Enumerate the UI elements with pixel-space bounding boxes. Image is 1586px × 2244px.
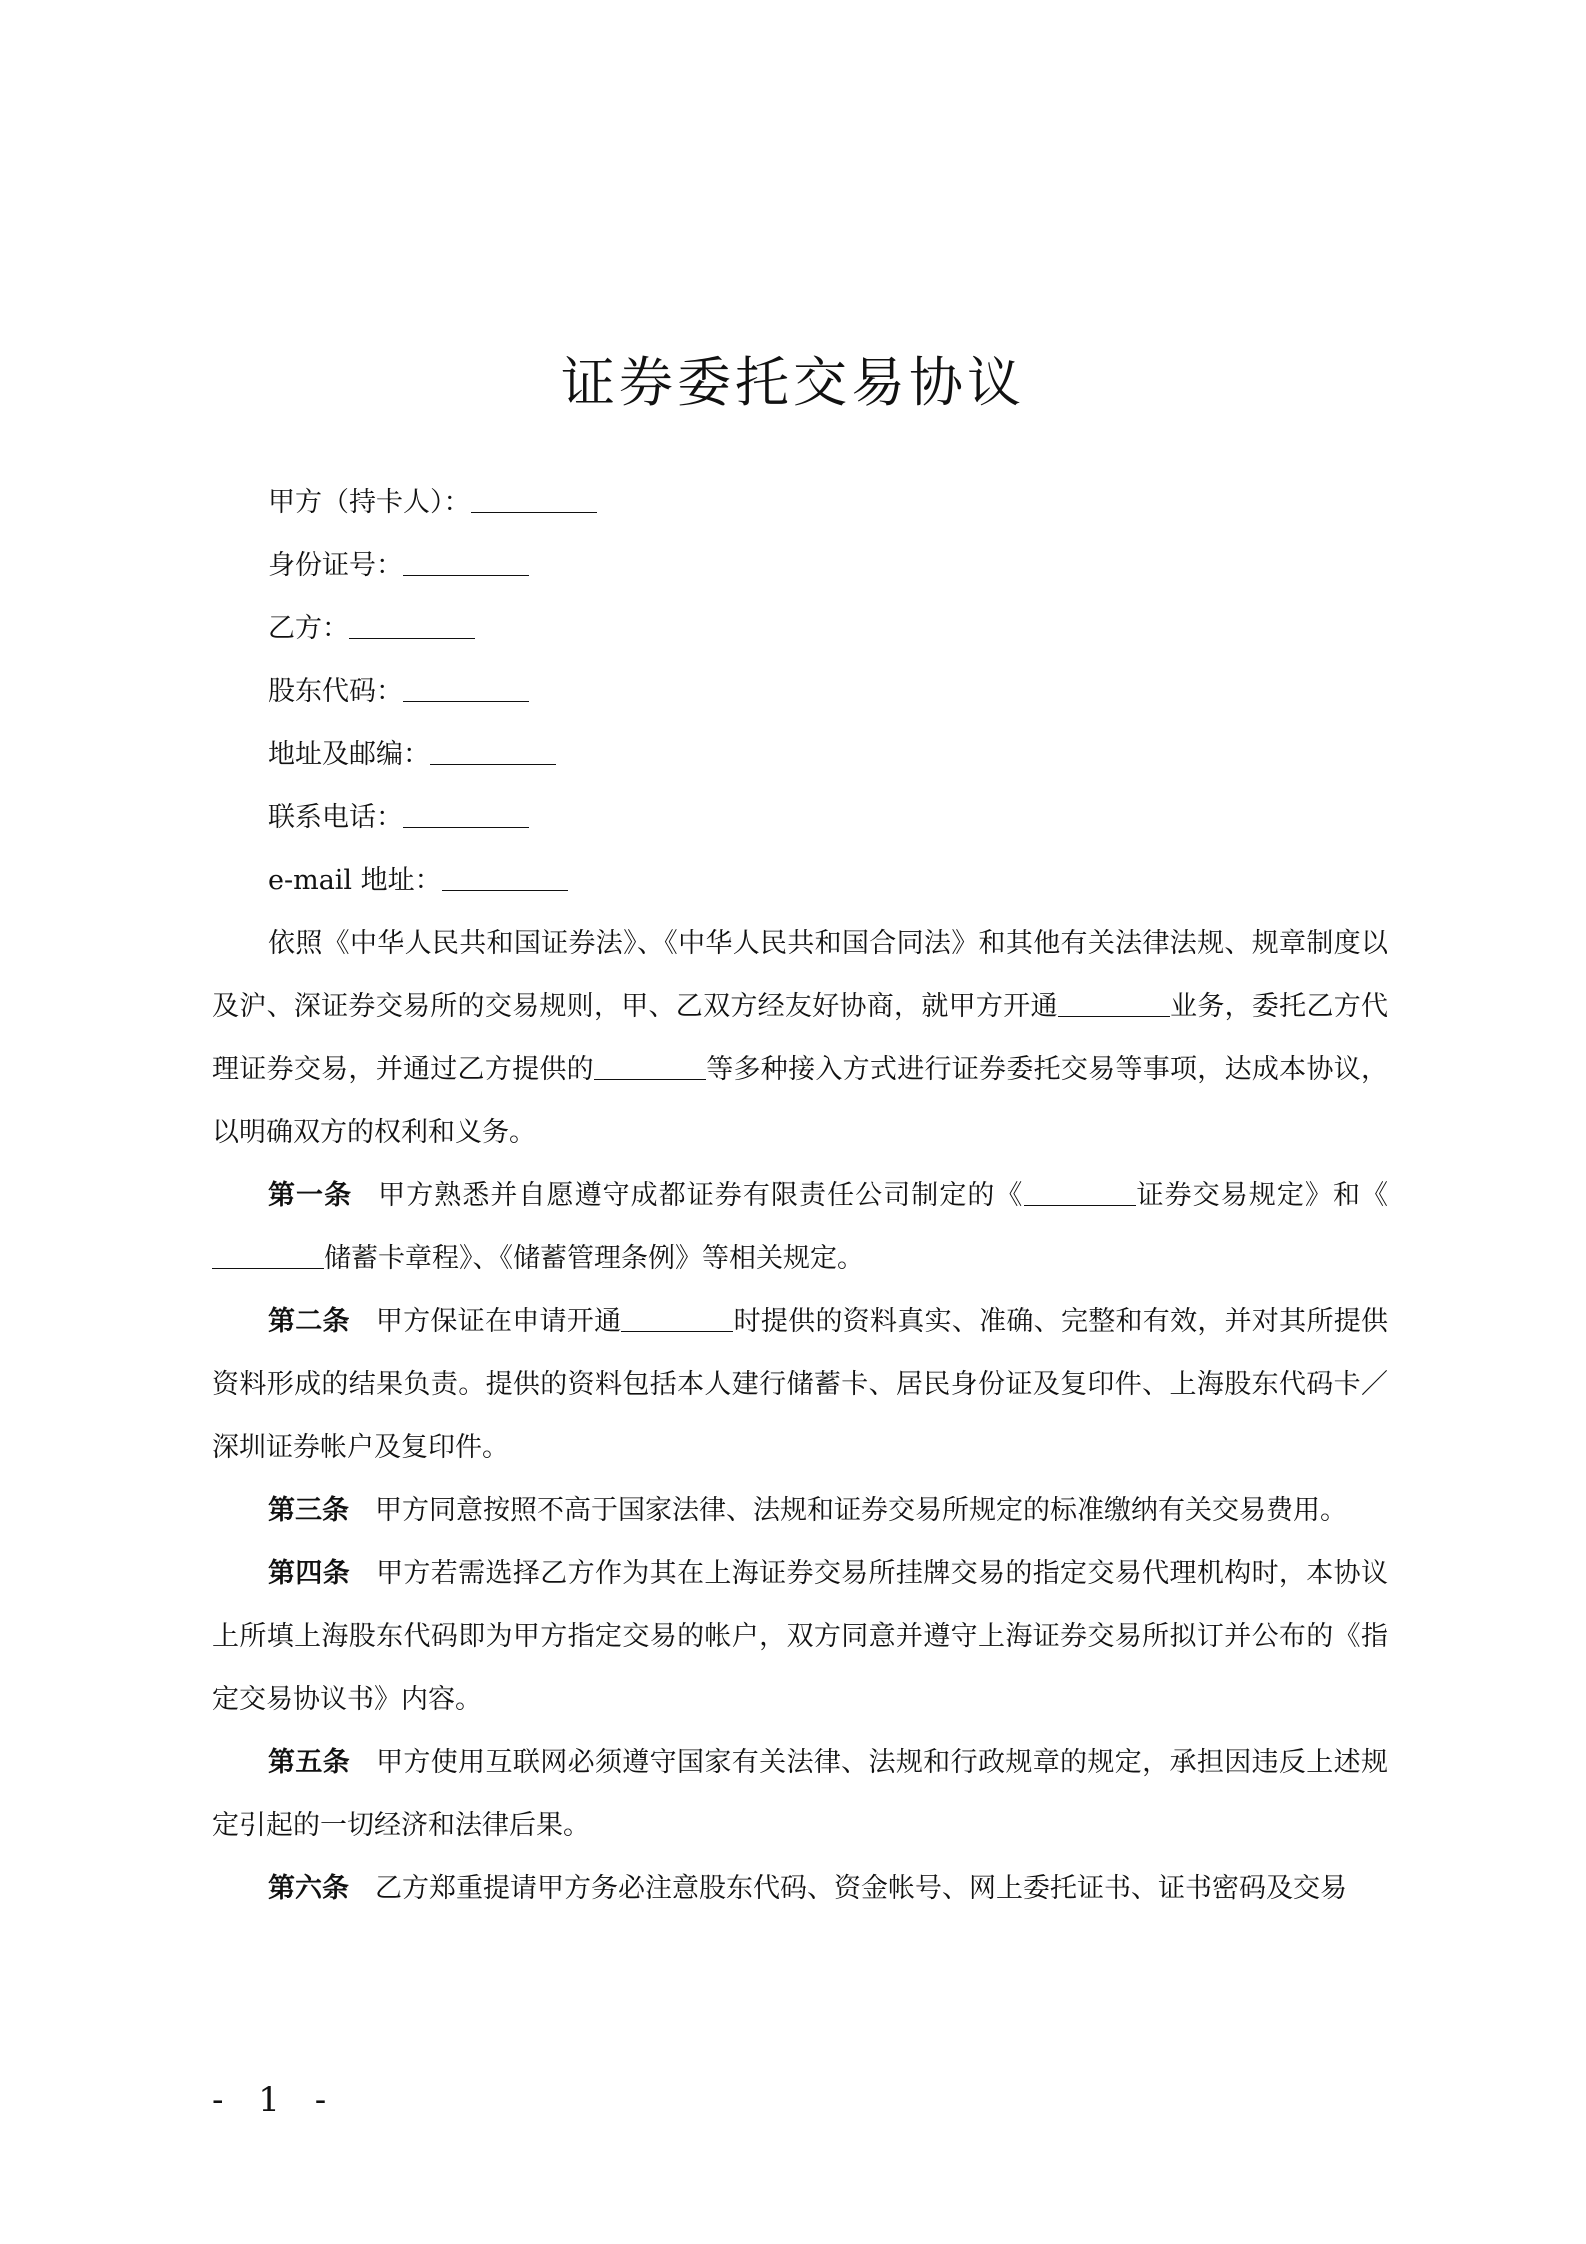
shareholder-code-label: 股东代码： [268,676,403,707]
shareholder-code-field [268,671,529,711]
id-number-blank [403,545,529,576]
intro-paragraph [212,912,1388,1164]
article-5 [212,1731,1388,1857]
intro-blank-1 [1058,988,1170,1017]
article-3 [212,1479,1388,1542]
article-6 [212,1857,1388,1920]
article-1-blank-2 [212,1240,324,1269]
article-1-text-1: 甲方熟悉并自愿遵守成都证券有限责任公司制定的《 [378,1180,1024,1211]
article-2-text-1: 甲方保证在申请开通 [375,1306,622,1337]
article-1 [212,1164,1388,1290]
article-4-text: 甲方若需选择乙方作为其在上海证券交易所挂牌交易的指定交易代理机构时，本协议上所填上海股东代码即为甲方指定交易的帐户，双方同意并遵守上海证券交易所拟订并公布的《指定交易协议书》内容。 [212,1558,1388,1715]
phone-blank [403,797,529,828]
intro-text-2: 业务，委托乙方代理证券交易，并通过乙方提供的 [212,991,1389,1085]
id-number-field [268,545,529,585]
phone-label: 联系电话： [268,802,403,833]
intro-text-3: 等多种接入方式进行证券委托交易等事项，达成本协议，以明确双方的权利和义务。 [212,1054,1389,1148]
party-b-field [268,608,475,648]
article-6-label: 第六条 [268,1873,349,1904]
article-1-label: 第一条 [268,1180,353,1211]
party-b-label: 乙方： [268,613,349,644]
party-a-field [268,482,597,522]
article-4-label: 第四条 [268,1558,351,1589]
id-number-label: 身份证号： [268,550,403,581]
address-blank [430,734,556,765]
email-field [268,860,568,900]
address-label: 地址及邮编： [268,739,430,770]
party-a-blank [471,482,597,513]
article-4 [212,1542,1388,1731]
article-5-text: 甲方使用互联网必须遵守国家有关法律、法规和行政规章的规定，承担因违反上述规定引起的一切经济和法律后果。 [212,1747,1388,1841]
party-a-label: 甲方（持卡人）： [268,487,471,518]
article-6-text: 乙方郑重提请甲方务必注意股东代码、资金帐号、网上委托证书、证书密码及交易 [375,1873,1347,1904]
email-blank [442,860,568,891]
address-field [268,734,556,774]
page-number: - 1 - [212,2080,339,2120]
article-5-label: 第五条 [268,1747,351,1778]
article-3-text: 甲方同意按照不高于国家法律、法规和证券交易所规定的标准缴纳有关交易费用。 [375,1495,1347,1526]
article-3-label: 第三条 [268,1495,349,1526]
party-b-blank [349,608,475,639]
article-2-text-2: 时提供的资料真实、准确、完整和有效，并对其所提供资料形成的结果负责。提供的资料包括本人建行储蓄卡、居民身份证及复印件、上海股东代码卡／深圳证券帐户及复印件。 [212,1306,1389,1463]
document-title: 证券委托交易协议 [561,351,1025,414]
article-1-text-3: 储蓄卡章程》、《储蓄管理条例》等相关规定。 [324,1243,864,1274]
article-1-text-2: 证券交易规定》和《 [1135,1180,1389,1211]
intro-text-1: 依照《中华人民共和国证券法》、《中华人民共和国合同法》和其他有关法律法规、规章制度以及沪、深证券交易所的交易规则，甲、乙双方经友好协商，就甲方开通 [212,928,1388,1022]
shareholder-code-blank [403,671,529,702]
email-label: e-mail 地址： [268,865,442,896]
intro-blank-2 [594,1051,706,1080]
article-1-blank-1 [1024,1177,1136,1206]
phone-field [268,797,529,837]
article-2-blank [621,1303,733,1332]
article-2 [212,1290,1388,1479]
article-2-label: 第二条 [268,1306,350,1337]
